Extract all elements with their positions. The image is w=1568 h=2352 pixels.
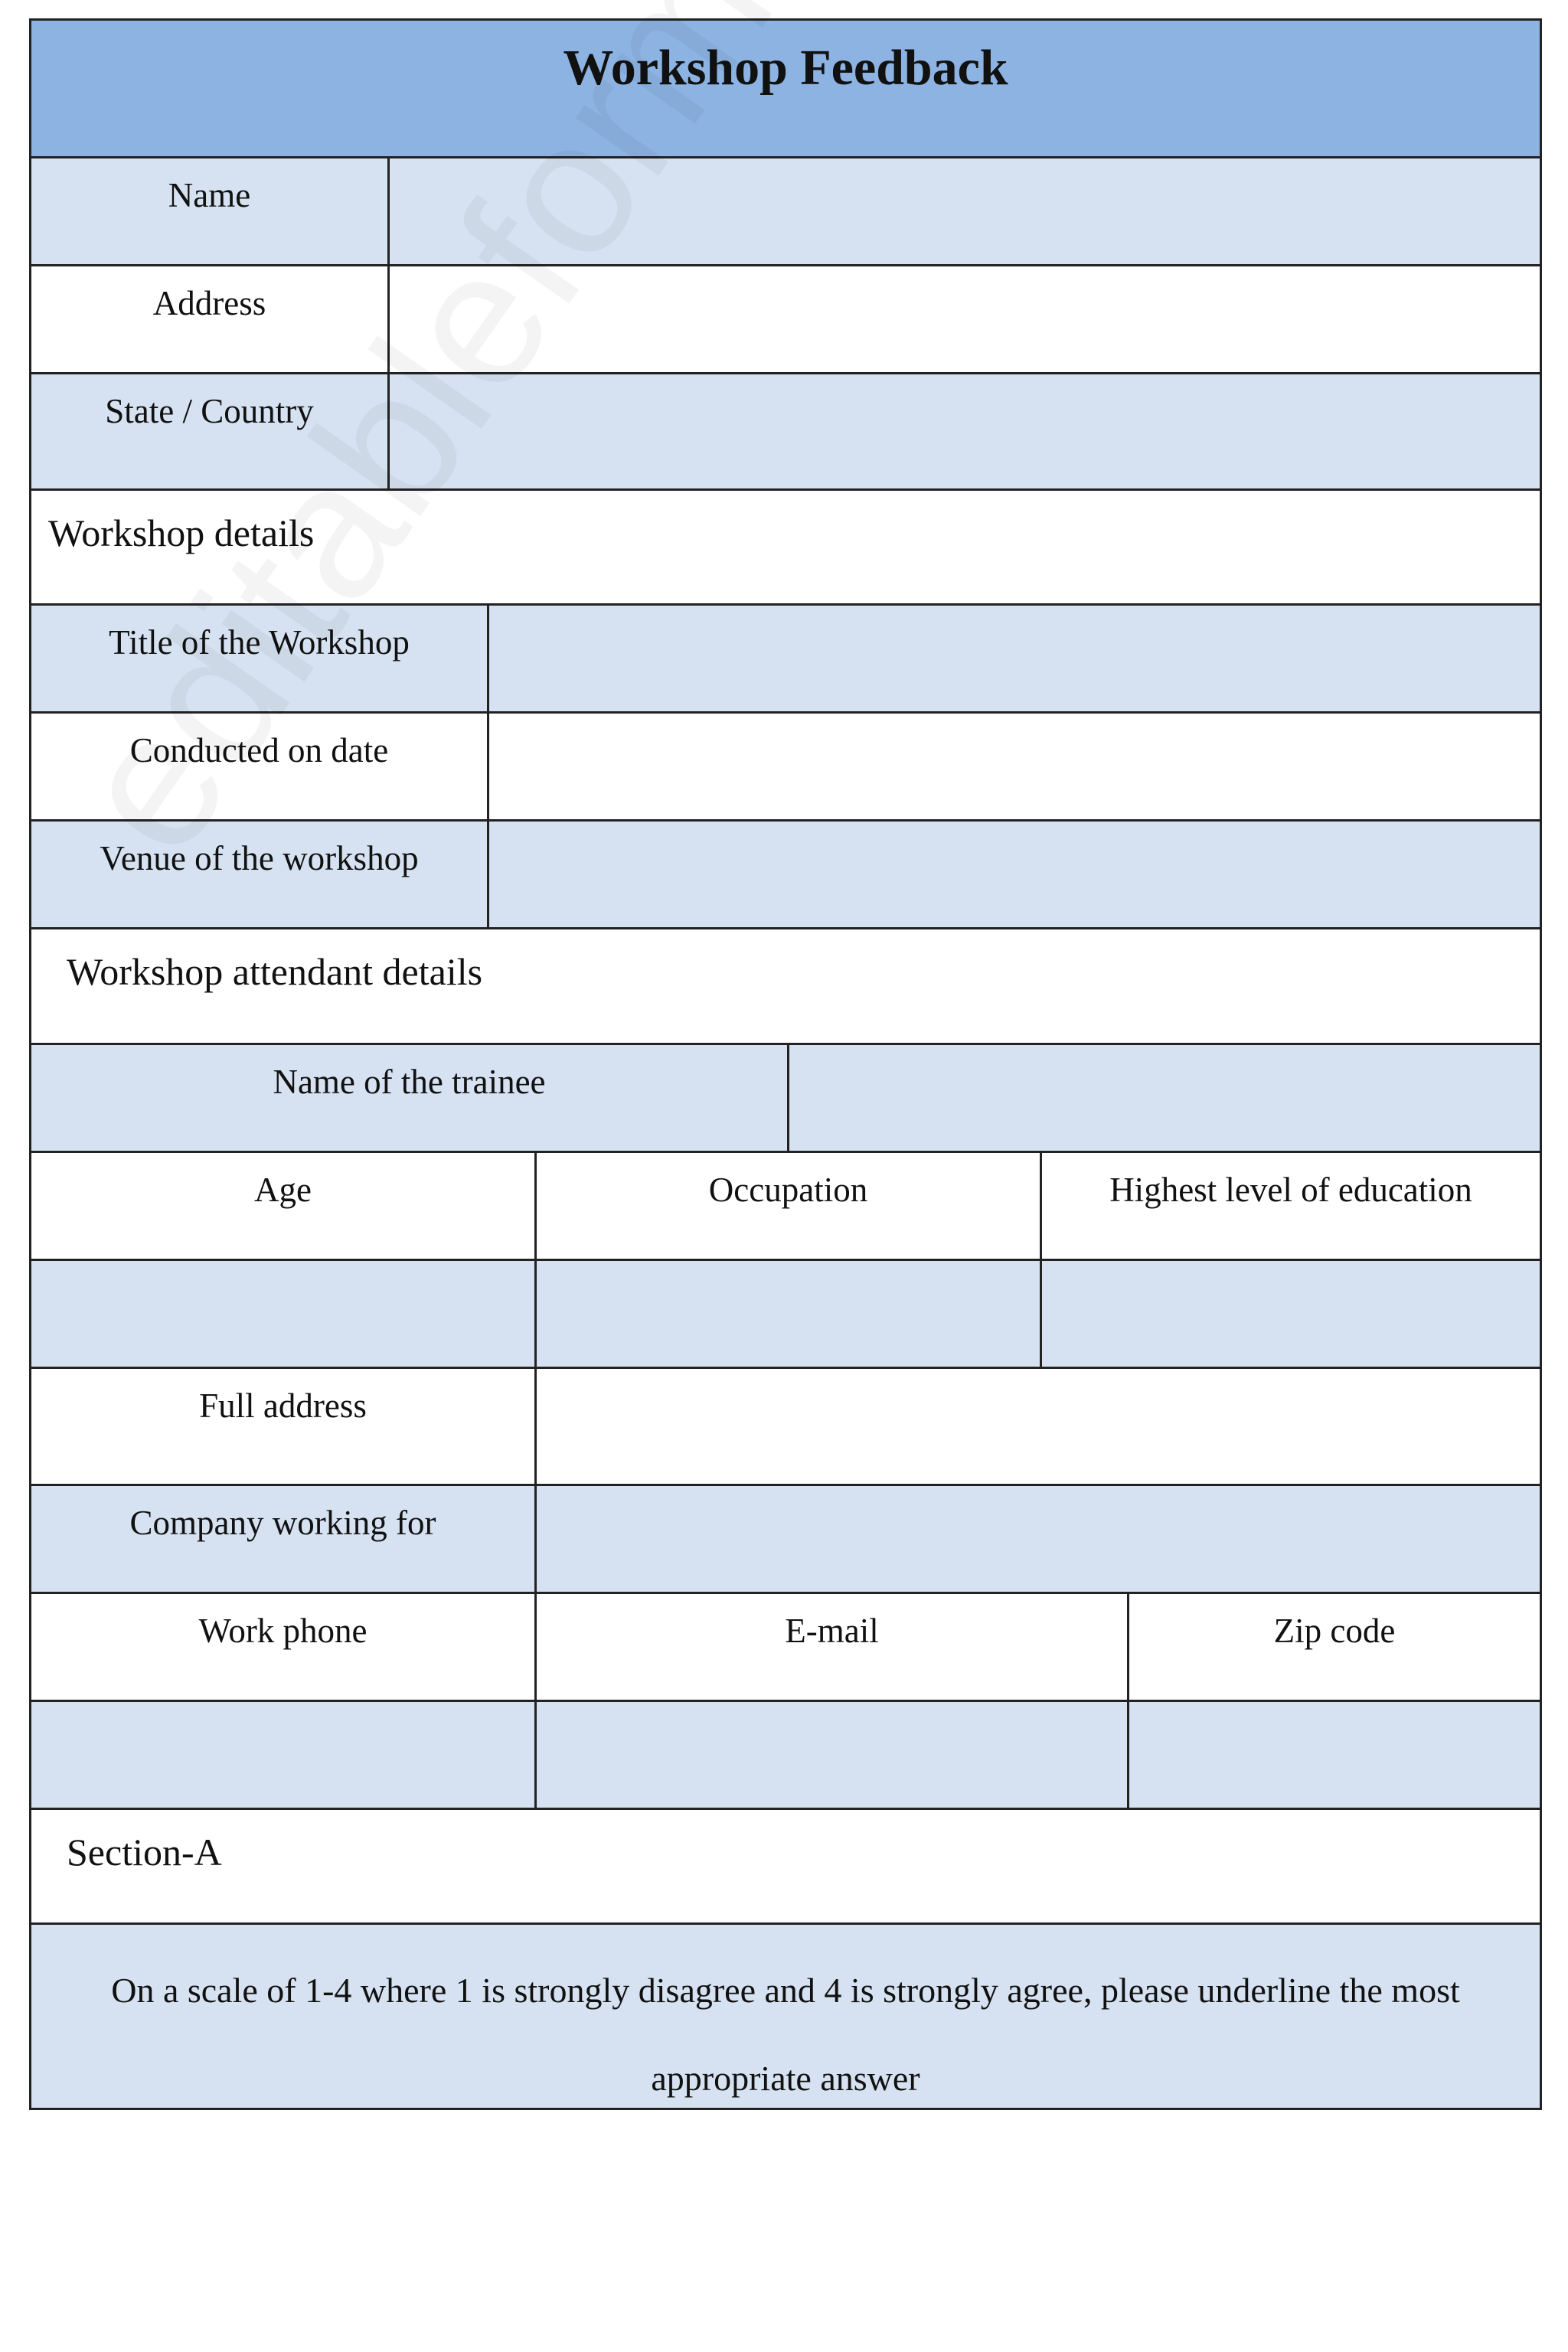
name-row [31, 158, 1540, 266]
zip-input[interactable] [1127, 1702, 1540, 1808]
age-header-cell [31, 1153, 534, 1259]
venue-label: Venue of the workshop [100, 839, 419, 877]
name-input[interactable] [387, 158, 1540, 264]
workshop-details-section [31, 491, 1540, 606]
state-country-input[interactable] [387, 374, 1540, 488]
conducted-date-label: Conducted on date [129, 731, 389, 769]
age-input[interactable] [31, 1261, 534, 1367]
company-row [31, 1486, 1540, 1594]
age-label: Age [254, 1171, 312, 1209]
form-header [31, 21, 1540, 158]
attendant-details-section [31, 929, 1540, 1045]
email-label: E-mail [785, 1612, 879, 1650]
email-header-cell [534, 1594, 1127, 1700]
company-input[interactable] [534, 1486, 1540, 1592]
full-address-row [31, 1369, 1540, 1486]
full-address-input[interactable] [534, 1369, 1540, 1484]
full-address-label: Full address [199, 1387, 367, 1425]
work-phone-input[interactable] [31, 1702, 534, 1808]
attendant-details-heading: Workshop attendant details [67, 950, 483, 993]
email-input[interactable] [534, 1702, 1127, 1808]
state-country-label-cell [31, 374, 387, 488]
workshop-title-row [31, 606, 1540, 714]
age-occupation-header-row [31, 1153, 1540, 1261]
address-input[interactable] [387, 266, 1540, 372]
workshop-title-label: Title of the Workshop [109, 623, 410, 662]
full-address-label-cell [31, 1369, 534, 1484]
address-label-cell [31, 266, 387, 372]
instruction-text: On a scale of 1-4 where 1 is strongly disagree and 4 is strongly agree, please underline the most appropriate answer [111, 1971, 1460, 2098]
company-label: Company working for [129, 1504, 436, 1542]
conducted-date-label-cell [31, 714, 487, 819]
section-a-heading: Section-A [67, 1831, 222, 1873]
state-country-label: State / Country [105, 392, 314, 430]
contact-header-row [31, 1594, 1540, 1702]
trainee-name-input[interactable] [787, 1045, 1540, 1151]
age-occupation-input-row [31, 1261, 1540, 1369]
address-row [31, 266, 1540, 374]
instruction-row [31, 1925, 1540, 2108]
occupation-input[interactable] [534, 1261, 1040, 1367]
zip-header-cell [1127, 1594, 1540, 1700]
company-label-cell [31, 1486, 534, 1592]
education-input[interactable] [1040, 1261, 1540, 1367]
zip-label: Zip code [1273, 1612, 1396, 1650]
venue-input[interactable] [487, 822, 1540, 927]
venue-row [31, 822, 1540, 929]
workshop-feedback-form [29, 18, 1542, 2110]
occupation-header-cell [534, 1153, 1040, 1259]
section-a [31, 1810, 1540, 1925]
conducted-date-input[interactable] [487, 714, 1540, 819]
venue-label-cell [31, 822, 487, 927]
workshop-details-heading: Workshop details [48, 511, 315, 554]
contact-input-row [31, 1702, 1540, 1810]
trainee-name-row [31, 1045, 1540, 1153]
name-label: Name [168, 176, 251, 214]
work-phone-label: Work phone [198, 1612, 368, 1650]
address-label: Address [152, 284, 266, 322]
occupation-label: Occupation [708, 1171, 868, 1209]
work-phone-header-cell [31, 1594, 534, 1700]
trainee-name-label-cell [31, 1045, 787, 1151]
form-title: Workshop Feedback [563, 40, 1008, 96]
education-label: Highest level of education [1109, 1171, 1472, 1209]
education-header-cell [1040, 1153, 1540, 1259]
state-country-row [31, 374, 1540, 491]
trainee-name-label: Name of the trainee [273, 1063, 546, 1101]
workshop-title-input[interactable] [487, 606, 1540, 711]
name-label-cell [31, 158, 387, 264]
conducted-date-row [31, 714, 1540, 822]
workshop-title-label-cell [31, 606, 487, 711]
